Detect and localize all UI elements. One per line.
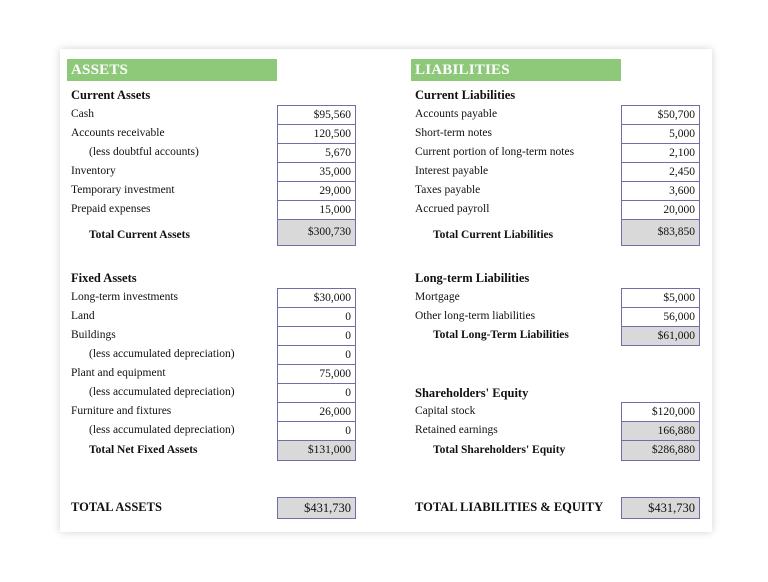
- asset-value-cell: 15,000: [277, 200, 356, 220]
- asset-value-cell: $30,000: [277, 288, 356, 308]
- liability-value-cell: 5,000: [621, 124, 700, 144]
- asset-row-label: (less accumulated depreciation): [89, 386, 235, 398]
- total-fixed-assets-value: $131,000: [277, 440, 356, 461]
- asset-value-cell: 29,000: [277, 181, 356, 201]
- liability-value-cell: 2,450: [621, 162, 700, 182]
- asset-value-cell: 0: [277, 326, 356, 346]
- liability-row-label: Capital stock: [415, 405, 476, 417]
- liabilities-header: LIABILITIES: [411, 59, 621, 81]
- total-longterm-liabilities-label: Total Long-Term Liabilities: [433, 329, 569, 341]
- asset-row-label: Inventory: [71, 165, 116, 177]
- liability-value-cell: 56,000: [621, 307, 700, 327]
- asset-row-label: (less accumulated depreciation): [89, 348, 235, 360]
- total-fixed-assets-label: Total Net Fixed Assets: [89, 444, 198, 456]
- total-liabilities-equity-label: TOTAL LIABILITIES & EQUITY: [415, 500, 604, 514]
- assets-header: ASSETS: [67, 59, 277, 81]
- asset-row-label: Cash: [71, 108, 94, 120]
- total-shareholders-equity-label: Total Shareholders' Equity: [433, 444, 566, 456]
- liability-row-label: Accrued payroll: [415, 203, 490, 215]
- liability-row-label: Current portion of long-term notes: [415, 146, 575, 158]
- asset-value-cell: 120,500: [277, 124, 356, 144]
- fixed-assets-title: Fixed Assets: [71, 271, 137, 285]
- asset-value-cell: 5,670: [277, 143, 356, 163]
- total-liabilities-equity-value: $431,730: [621, 497, 700, 519]
- liability-value-cell: 2,100: [621, 143, 700, 163]
- total-current-assets-label: Total Current Assets: [89, 229, 190, 241]
- liability-row-label: Other long-term liabilities: [415, 310, 536, 322]
- liability-value-cell: $50,700: [621, 105, 700, 125]
- asset-row-label: Buildings: [71, 329, 116, 341]
- asset-value-cell: 0: [277, 307, 356, 327]
- total-current-assets-value: $300,730: [277, 219, 356, 246]
- total-shareholders-equity-value: $286,880: [621, 440, 700, 461]
- total-longterm-liabilities-value: $61,000: [621, 326, 700, 346]
- liability-value-cell: 166,880: [621, 421, 700, 441]
- current-liabilities-title: Current Liabilities: [415, 88, 516, 102]
- asset-row-label: Prepaid expenses: [71, 203, 151, 215]
- liability-row-label: Accounts payable: [415, 108, 498, 120]
- asset-value-cell: 26,000: [277, 402, 356, 422]
- shareholders-equity-title: Shareholders' Equity: [415, 386, 529, 400]
- asset-row-label: Long-term investments: [71, 291, 178, 303]
- liability-row-label: Interest payable: [415, 165, 489, 177]
- total-assets-label: TOTAL ASSETS: [71, 500, 162, 514]
- liability-value-cell: 3,600: [621, 181, 700, 201]
- total-assets-value: $431,730: [277, 497, 356, 519]
- liability-value-cell: 20,000: [621, 200, 700, 220]
- asset-row-label: (less accumulated depreciation): [89, 424, 235, 436]
- liability-row-label: Retained earnings: [415, 424, 498, 436]
- asset-row-label: Furniture and fixtures: [71, 405, 172, 417]
- asset-row-label: Land: [71, 310, 95, 322]
- asset-value-cell: 35,000: [277, 162, 356, 182]
- asset-value-cell: 0: [277, 383, 356, 403]
- total-current-liabilities-value: $83,850: [621, 219, 700, 246]
- liability-row-label: Mortgage: [415, 291, 460, 303]
- asset-value-cell: $95,560: [277, 105, 356, 125]
- asset-row-label: (less doubtful accounts): [89, 146, 199, 158]
- liability-row-label: Taxes payable: [415, 184, 481, 196]
- asset-row-label: Accounts receivable: [71, 127, 165, 139]
- liability-value-cell: $120,000: [621, 402, 700, 422]
- longterm-liabilities-title: Long-term Liabilities: [415, 271, 530, 285]
- liability-row-label: Short-term notes: [415, 127, 492, 139]
- asset-row-label: Plant and equipment: [71, 367, 166, 379]
- current-assets-title: Current Assets: [71, 88, 151, 102]
- total-current-liabilities-label: Total Current Liabilities: [433, 229, 554, 241]
- asset-value-cell: 0: [277, 345, 356, 365]
- asset-row-label: Temporary investment: [71, 184, 175, 196]
- asset-value-cell: 75,000: [277, 364, 356, 384]
- liability-value-cell: $5,000: [621, 288, 700, 308]
- asset-value-cell: 0: [277, 421, 356, 441]
